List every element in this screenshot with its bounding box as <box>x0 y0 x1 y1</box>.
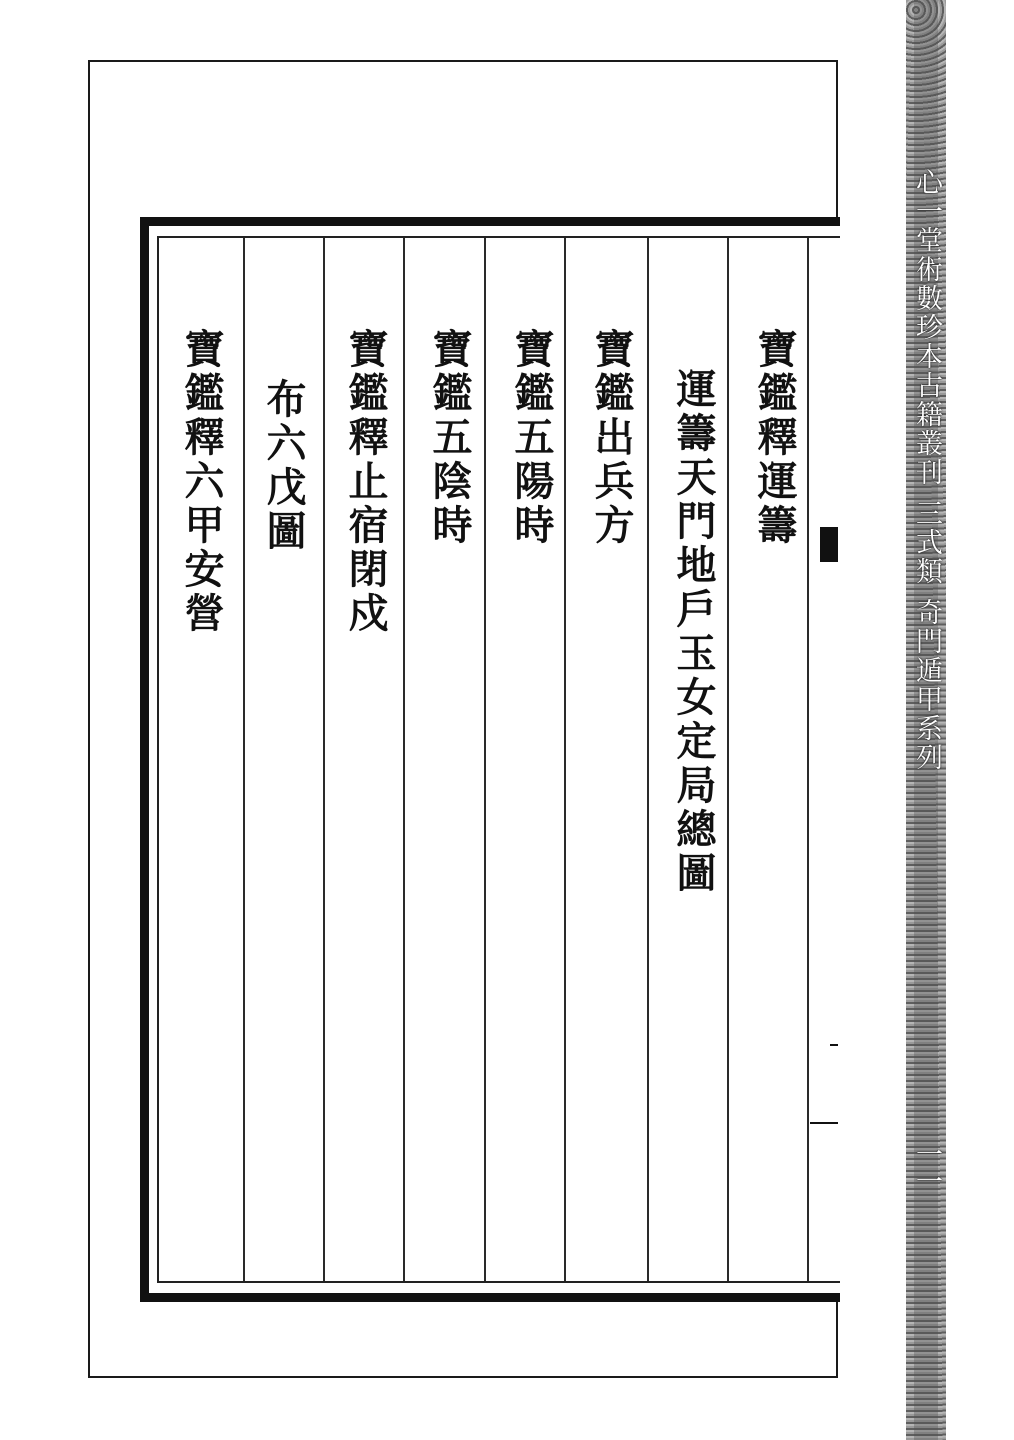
printed-block <box>140 217 840 1302</box>
series-side-band <box>906 0 946 1440</box>
column-rule <box>323 238 325 1281</box>
adjacent-page-fragment <box>830 1044 838 1046</box>
column-rule <box>647 238 649 1281</box>
column-entry-4: 寶鑑五陽時 <box>508 328 555 548</box>
column-rule <box>727 238 729 1281</box>
column-rule <box>403 238 405 1281</box>
series-subtitle: 三式類 <box>911 499 942 586</box>
column-rule <box>484 238 486 1281</box>
series-title-main: 心一堂術數珍本古籍叢刊 <box>911 168 942 487</box>
column-rule <box>564 238 566 1281</box>
adjacent-page-fragment <box>810 1122 838 1124</box>
column-entry-5: 寶鑑五陰時 <box>426 328 473 548</box>
column-rule <box>807 238 809 1281</box>
column-entry-8: 寶鑑釋六甲安營 <box>178 328 225 636</box>
column-rule <box>243 238 245 1281</box>
adjacent-page-fragment <box>820 527 838 562</box>
printed-block-inner <box>157 236 840 1283</box>
column-entry-1: 寶鑑釋運籌 <box>751 328 798 548</box>
column-entry-2: 運籌天門地戶玉女定局總圖 <box>670 368 717 896</box>
page-number: 一一 <box>911 1140 942 1194</box>
column-entry-3: 寶鑑出兵方 <box>588 328 635 548</box>
series-title <box>908 168 944 772</box>
page-frame <box>88 60 838 1378</box>
series-name: 奇門遁甲系列 <box>911 598 942 772</box>
column-entry-7: 布六戊圖 <box>260 378 307 554</box>
column-entry-6: 寶鑑釋止宿閉戍 <box>342 328 389 636</box>
